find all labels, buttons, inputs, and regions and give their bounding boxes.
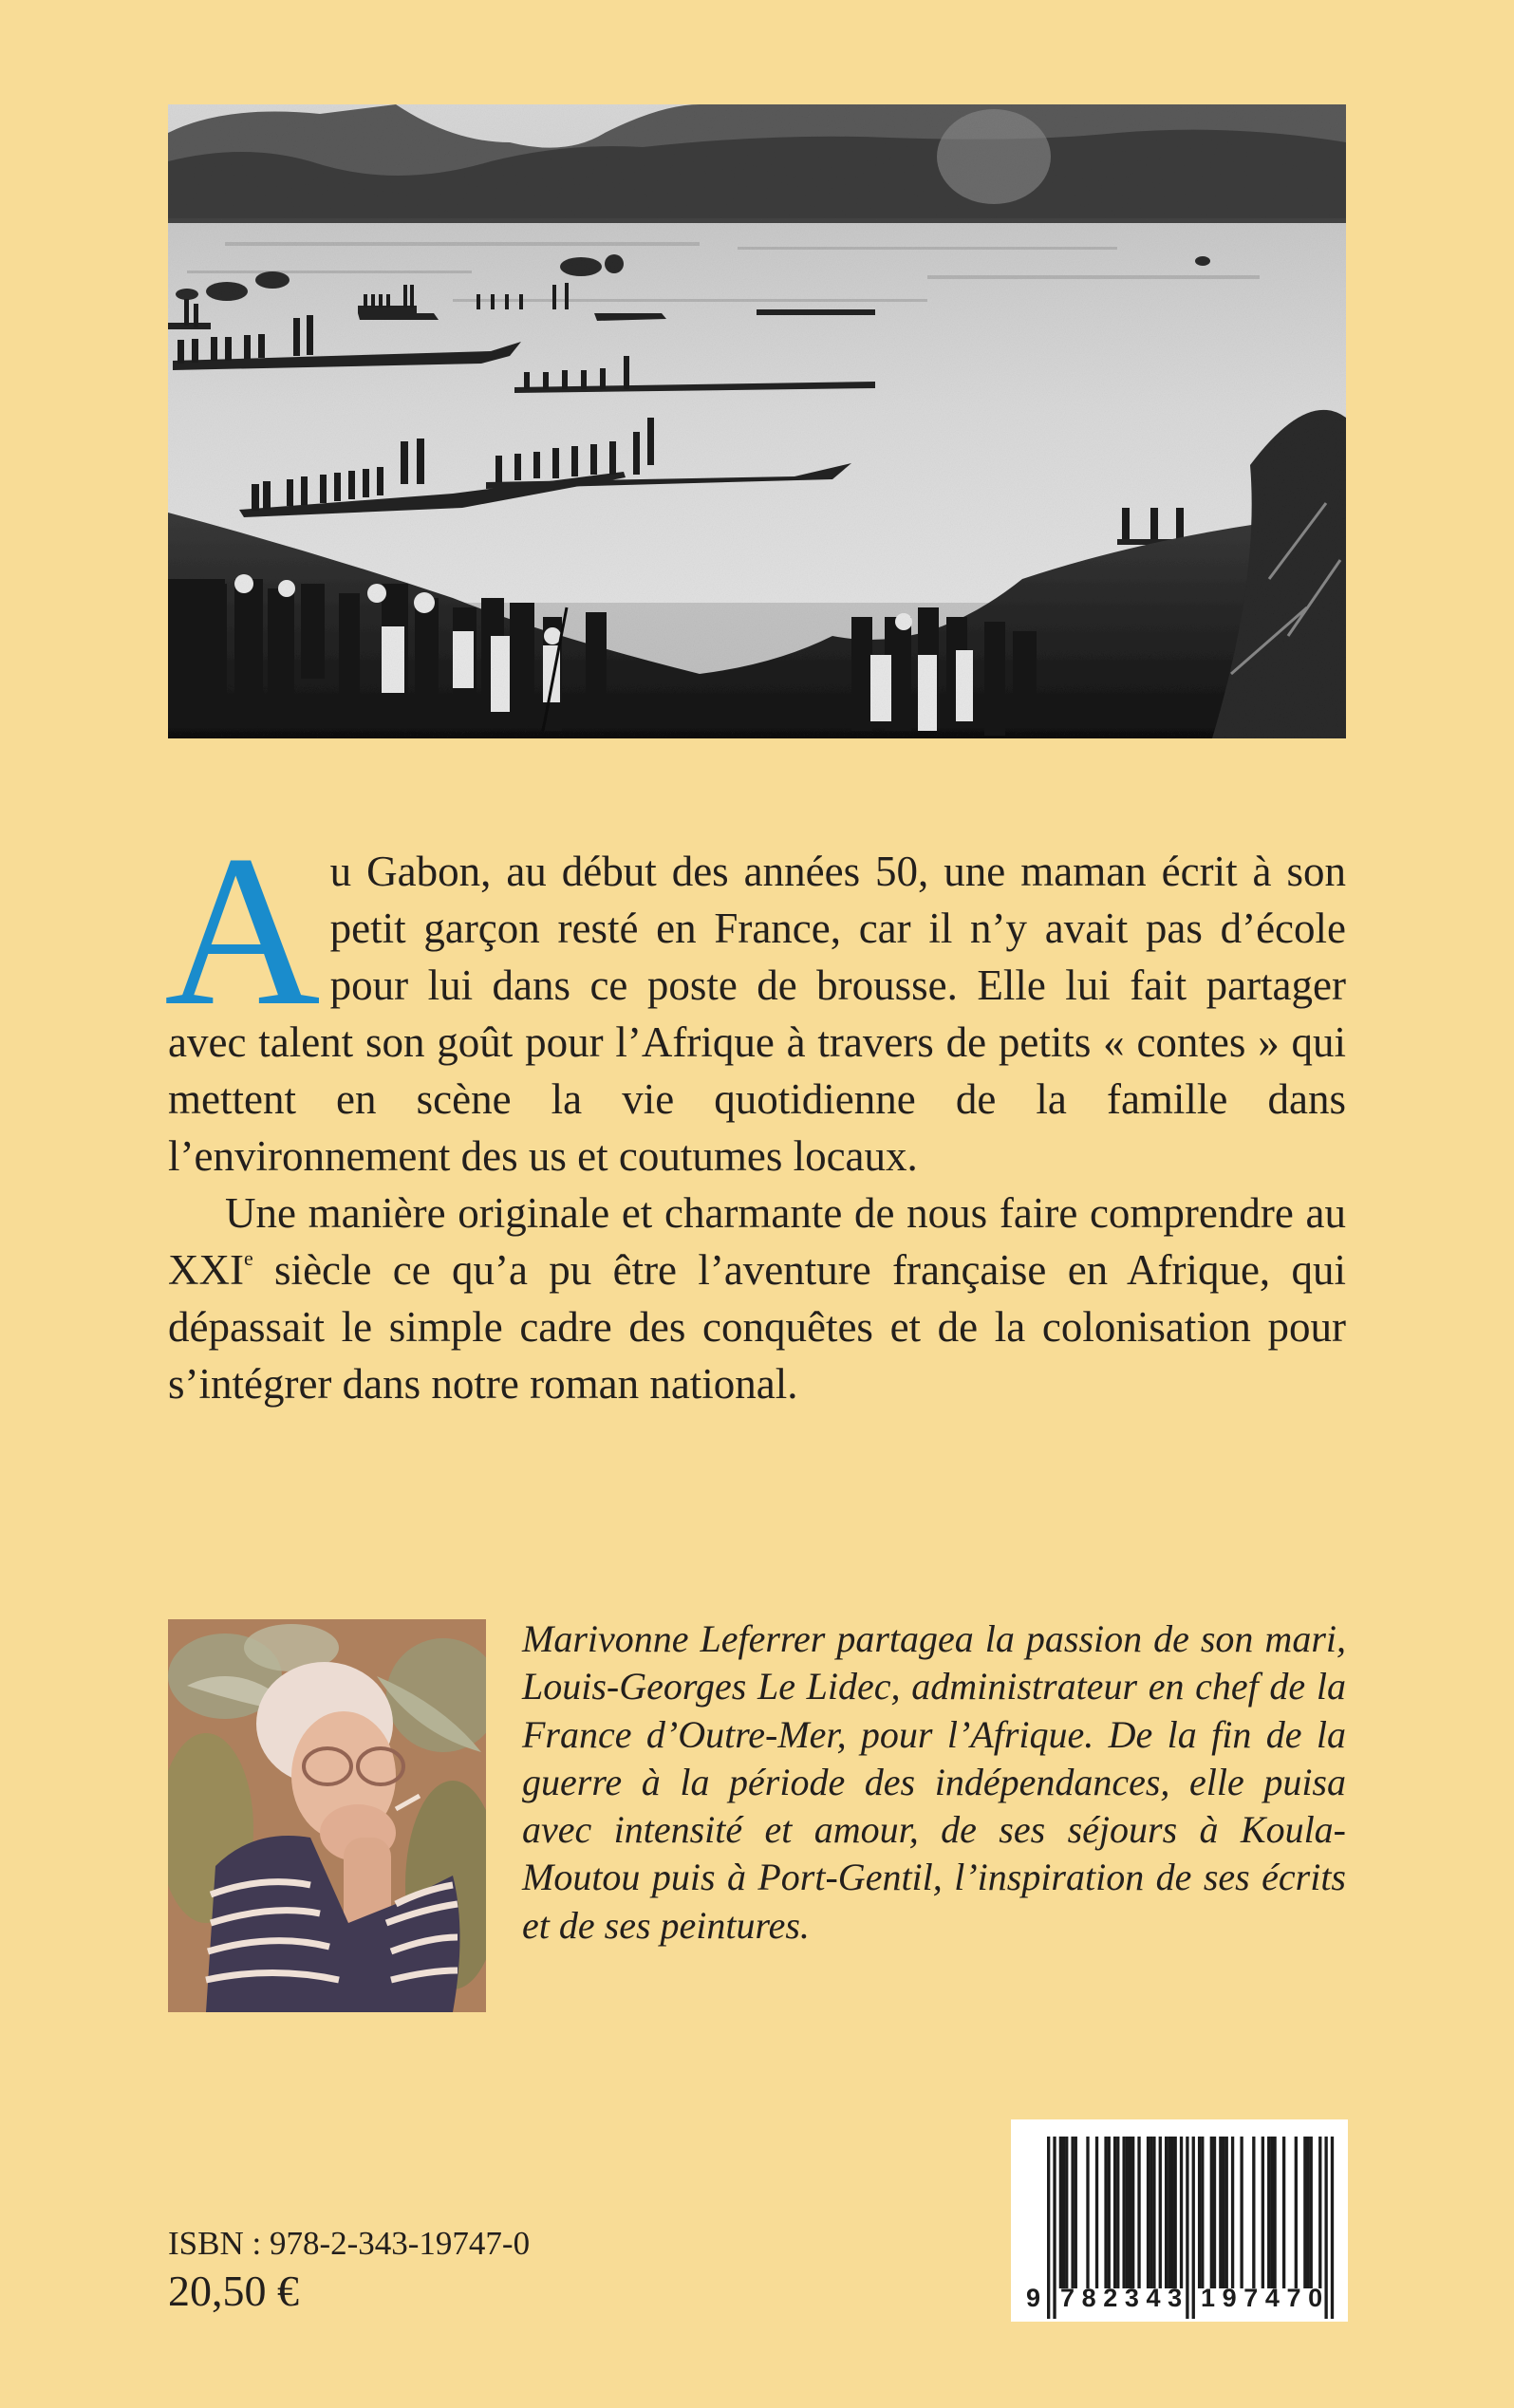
barcode-left-digits: 782343 — [1060, 2284, 1189, 2312]
river-scene-image — [168, 104, 1346, 738]
barcode-right-digits: 197470 — [1201, 2284, 1330, 2312]
blurb-paragraph-1 — [164, 812, 1346, 1185]
blurb-paragraph-2-text-b: siècle ce qu’a pu être l’aventure française en Afrique, qui dépassait le simple cadre des conquêtes et de la colonisation pour s’intégrer dans notre roman national. — [168, 1246, 1346, 1408]
blurb-paragraph-2-text-a: Une manière originale et charmante de nous faire comprendre au XXI — [168, 1189, 1346, 1294]
author-photo — [168, 1619, 486, 2012]
blurb-paragraph-1-text: u Gabon, au début des années 50, une maman écrit à son petit garçon resté en France, car il n’y avait pas d’école pour lui dans ce poste de brousse. Elle lui fait partager avec talent son goût pour l’Afrique à travers de petits « contes » qui mettent en scène la vie quotidienne de la famille dans l’environnement des us et coutumes locaux. — [168, 848, 1346, 1180]
isbn-label: ISBN : 978-2-343-19747-0 — [168, 2225, 531, 2262]
book-blurb — [164, 812, 1346, 1412]
barcode-first-digit: 9 — [1026, 2284, 1041, 2312]
cover-photo — [168, 104, 1346, 738]
century-superscript: e — [243, 1246, 253, 1270]
author-portrait-image — [168, 1619, 486, 2012]
drop-cap: A — [164, 812, 321, 1051]
author-bio: Marivonne Leferrer partagea la passion de son mari, Louis-Georges Le Lidec, administrateur en chef de la France d’Outre-Mer, pour l’Afrique. De la fin de la guerre à la période des indépendances, elle puisa avec intensité et amour, de ses séjours à Koula-Moutou puis à Port-Gentil, l’inspiration de ses écrits et de ses peintures. — [522, 1617, 1346, 1947]
price-label: 20,50 € — [168, 2267, 299, 2315]
blurb-paragraph-2 — [168, 1185, 1346, 1412]
isbn-barcode — [1011, 2119, 1348, 2322]
